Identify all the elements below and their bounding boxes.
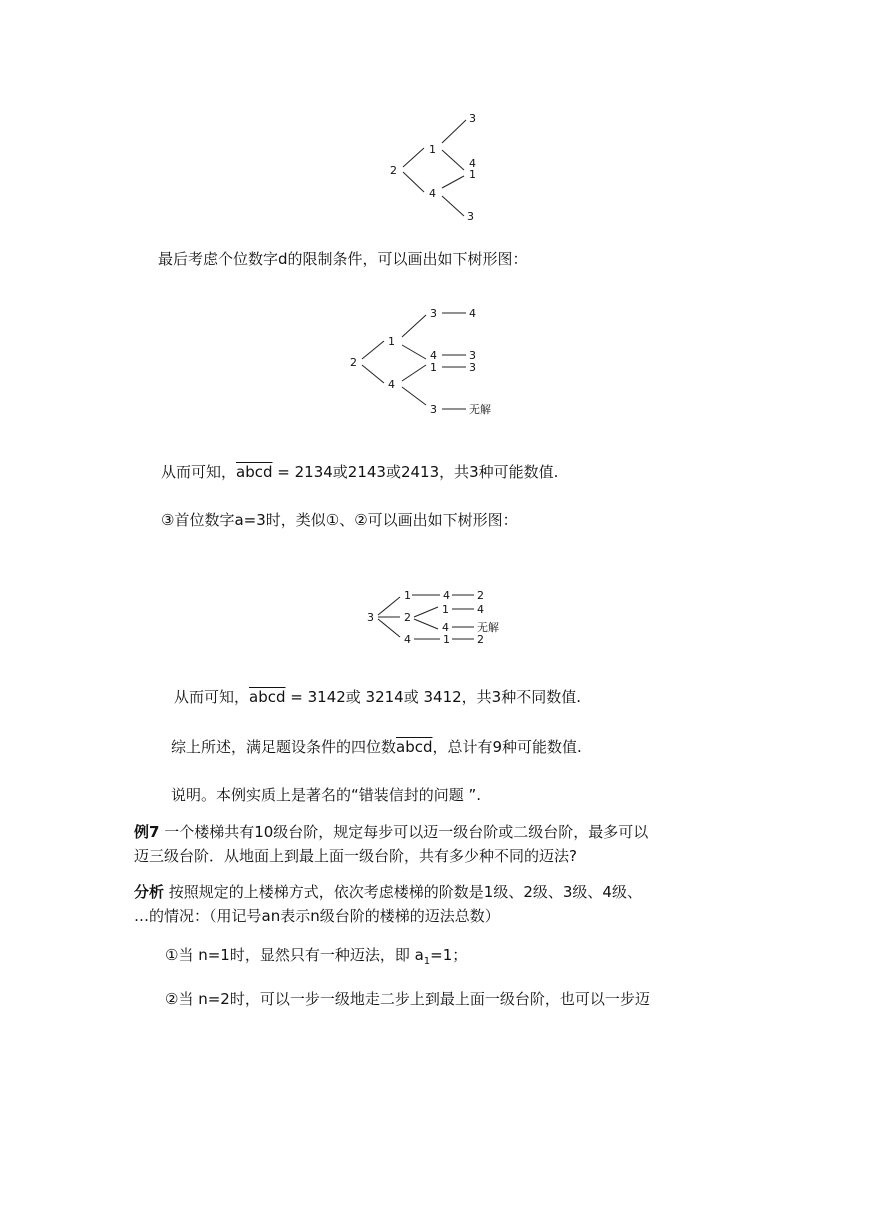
tree3-r2-4: 4	[477, 603, 484, 616]
paragraph-1: 最后考虑个位数字d的限制条件，可以画出如下树形图：	[158, 250, 528, 268]
paragraph-5	[171, 735, 582, 759]
tree2-node-4: 4	[388, 378, 395, 391]
paragraph-4	[174, 685, 581, 709]
case-1	[165, 943, 467, 974]
paragraph-6: 说明。本例实质上是著名的“错装信封的问题 ”.	[171, 786, 482, 804]
case-1-subscript: 1	[423, 956, 431, 967]
tree1-leaf-3-top: 3	[469, 112, 476, 125]
paragraph-2-suffix: = 2134或2143或2413，共3种可能数值.	[272, 463, 559, 481]
tree2-mid-1: 1	[430, 361, 437, 374]
tree3-r3-no-solution: 无解	[477, 621, 499, 634]
tree3-node-1: 1	[404, 589, 411, 602]
analysis	[134, 880, 642, 928]
tree1-leaf-1: 1	[469, 168, 476, 181]
example-7-line-2: 迈三级台阶．从地面上到最上面一级台阶，共有多少种不同的迈法?	[134, 847, 577, 865]
paragraph-2	[161, 460, 558, 484]
tree3-node-3: 3	[367, 611, 374, 624]
tree3-r1-4: 4	[443, 589, 450, 602]
paragraph-4-prefix: 从而可知，	[174, 688, 250, 706]
paragraph-2-prefix: 从而可知，	[161, 463, 237, 481]
tree3-node-2: 2	[404, 611, 411, 624]
paragraph-4-suffix: = 3142或 3214或 3412，共3种不同数值.	[285, 688, 581, 706]
tree1-node-4: 4	[429, 187, 436, 200]
tree1-leaf-3-bottom: 3	[467, 210, 474, 223]
tree3-node-4: 4	[404, 633, 411, 646]
case-1-tail: =1；	[430, 946, 468, 964]
abcd-overline: abcd	[249, 688, 286, 706]
tree-diagram-3	[0, 585, 869, 655]
paragraph-5-suffix: ，总计有9种可能数值.	[432, 738, 582, 756]
tree2-mid-3-top: 3	[430, 307, 437, 320]
tree2-mid-3-bottom: 3	[430, 403, 437, 416]
tree2-leaf-no-solution: 无解	[469, 403, 491, 416]
tree3-r4-2: 2	[477, 633, 484, 646]
tree-diagram-2	[0, 295, 869, 435]
tree3-r3-4: 4	[442, 621, 449, 634]
tree1-leaf-4: 4	[469, 157, 476, 170]
tree2-leaf-3b: 3	[469, 361, 476, 374]
paragraph-5-prefix: 综上所述，满足题设条件的四位数	[171, 738, 397, 756]
tree2-node-2: 2	[350, 356, 357, 369]
example-7-line-1: 一个楼梯共有10级台阶，规定每步可以迈一级台阶或二级台阶，最多可以	[159, 823, 649, 841]
tree2-mid-4: 4	[430, 349, 437, 362]
analysis-line-1: 按照规定的上楼梯方式，依次考虑楼梯的阶数是1级、2级、3级、4级、	[164, 883, 642, 901]
case-2: ②当 n=2时，可以一步一级地走二步上到最上面一级台阶，也可以一步迈	[165, 990, 650, 1008]
analysis-label: 分析	[134, 883, 165, 901]
tree2-leaf-3a: 3	[469, 349, 476, 362]
analysis-line-2: …的情况：（用记号an表示n级台阶的楼梯的迈法总数）	[134, 907, 500, 925]
tree3-r1-2: 2	[477, 589, 484, 602]
tree3-r2-1: 1	[442, 603, 449, 616]
abcd-overline: abcd	[396, 738, 433, 756]
abcd-overline: abcd	[236, 463, 273, 481]
example-7-label: 例7	[134, 823, 160, 841]
tree3-r4-1: 1	[443, 633, 450, 646]
tree2-node-1: 1	[388, 335, 395, 348]
paragraph-3: ③首位数字a=3时，类似①、②可以画出如下树形图：	[161, 511, 518, 529]
example-7	[134, 820, 648, 868]
case-1-text: ①当 n=1时，显然只有一种迈法，即 a	[165, 946, 424, 964]
tree1-node-2: 2	[390, 164, 397, 177]
tree1-node-1: 1	[429, 143, 436, 156]
tree2-leaf-4: 4	[469, 307, 476, 320]
